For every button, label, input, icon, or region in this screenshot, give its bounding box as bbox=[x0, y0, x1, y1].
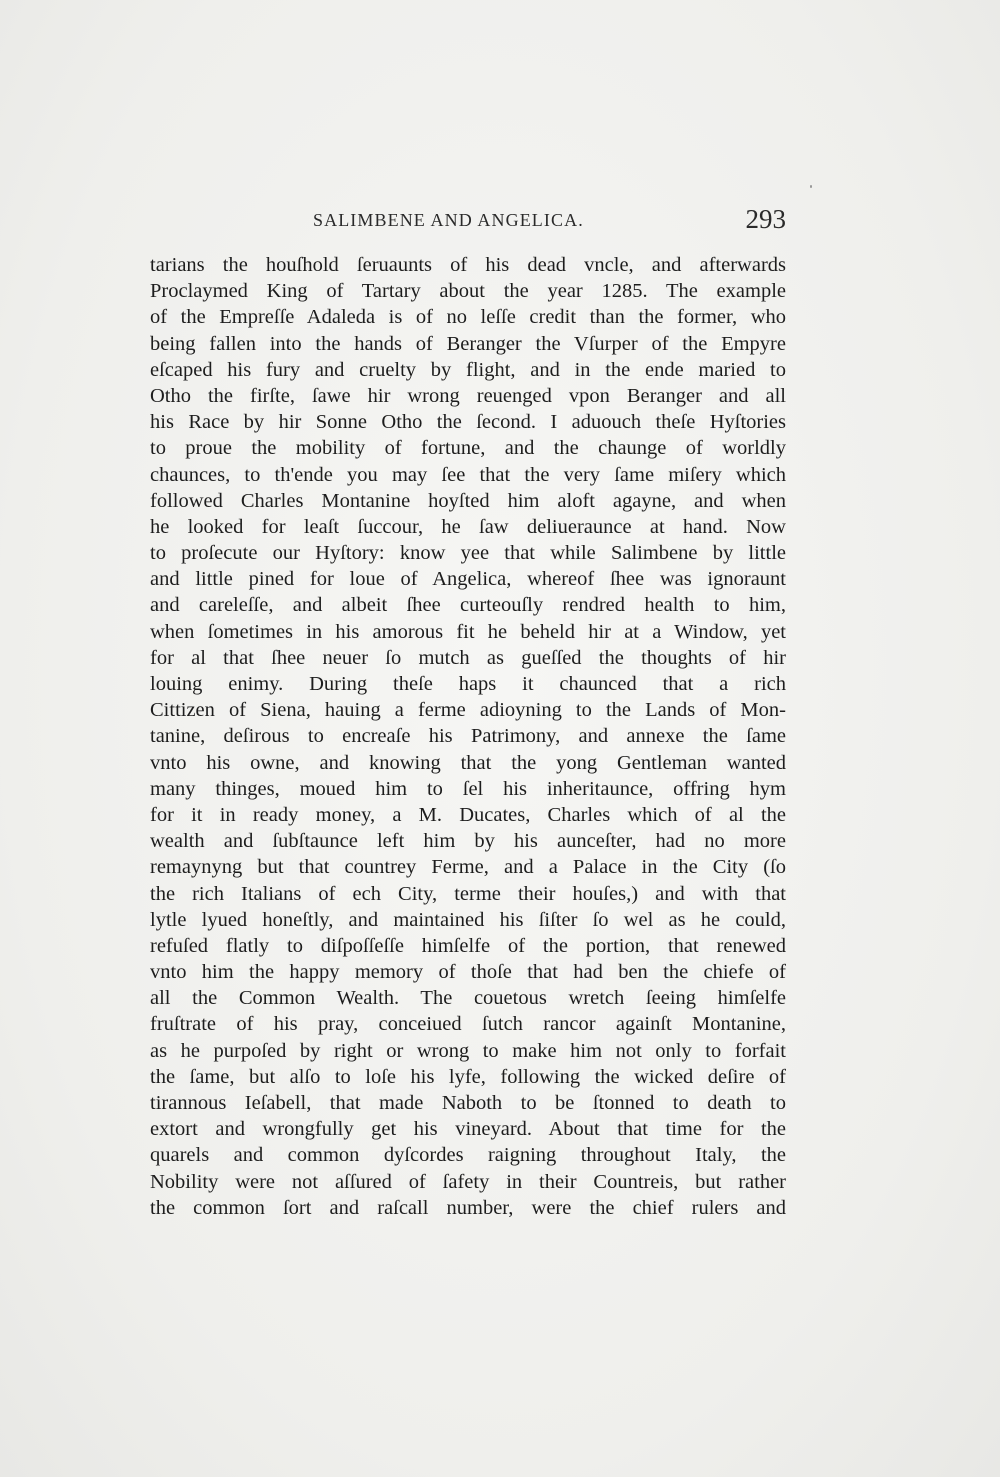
text-line: to proſecute our Hyſtory: know yee that while Salimbene by little bbox=[150, 542, 786, 565]
text-line: chaunces, to th'ende you may ſee that the very ſame miſery which bbox=[150, 463, 786, 486]
text-line: tirannous Ieſabell, that made Naboth to be ſtonned to death to bbox=[150, 1092, 786, 1114]
text-line: louing enimy. During theſe haps it chaunced that a rich bbox=[150, 673, 786, 695]
text-line: as he purpoſed by right or wrong to make him not only to forfait bbox=[150, 1039, 786, 1062]
text-line: tarians the houſhold ſeruaunts of his dead vncle, and afterwards bbox=[150, 254, 786, 276]
text-line: to proue the mobility of fortune, and the chaunge of worldly bbox=[150, 437, 786, 460]
text-line: the rich Italians of ech City, terme their houſes,) and with that bbox=[150, 882, 786, 905]
running-title: SALIMBENE AND ANGELICA. bbox=[313, 210, 584, 230]
text-line: for al that ſhee neuer ſo mutch as gueſſed the thoughts of hir bbox=[150, 646, 786, 669]
body-text bbox=[150, 252, 786, 1221]
text-line: remaynyng but that countrey Ferme, and a Palace in the City (ſo bbox=[150, 856, 786, 879]
text-line: many thinges, moued him to ſel his inheritaunce, offring hym bbox=[150, 777, 786, 800]
text-line: for it in ready money, a M. Ducates, Charles which of al the bbox=[150, 803, 786, 826]
page-number: 293 bbox=[745, 204, 786, 234]
text-line: he looked for leaſt ſuccour, he ſaw deliueraunce at hand. Now bbox=[150, 515, 786, 538]
text-line: Cittizen of Siena, hauing a ferme adioyning to the Lands of Mon- bbox=[150, 699, 786, 722]
text-line: vnto his owne, and knowing that the yong Gentleman wanted bbox=[150, 751, 786, 774]
text-line: lytle lyued honeſtly, and maintained his ſiſter ſo wel as he could, bbox=[150, 908, 786, 931]
text-line: his Race by hir Sonne Otho the ſecond. I aduouch theſe Hyſtories bbox=[150, 411, 786, 434]
text-line: extort and wrongfully get his vineyard. About that time for the bbox=[150, 1118, 786, 1141]
text-line: the common ſort and raſcall number, were the chief rulers and bbox=[150, 1196, 786, 1219]
text-line: fruſtrate of his pray, conceiued ſutch rancor againſt Montanine, bbox=[150, 1013, 786, 1036]
text-line: Otho the firſte, ſawe hir wrong reuenged vpon Beranger and all bbox=[150, 384, 786, 407]
text-line: when ſometimes in his amorous fit he beheld hir at a Window, yet bbox=[150, 620, 786, 643]
text-line: refuſed flatly to diſpoſſeſſe himſelfe of the portion, that renewed bbox=[150, 934, 786, 957]
text-line: and careleſſe, and albeit ſhee curteouſly rendred health to him, bbox=[150, 594, 786, 617]
text-line: followed Charles Montanine hoyſted him aloft agayne, and when bbox=[150, 489, 786, 512]
text-line: vnto him the happy memory of thoſe that had ben the chiefe of bbox=[150, 961, 786, 984]
text-line: wealth and ſubſtaunce left him by his aunceſter, had no more bbox=[150, 830, 786, 853]
text-line: the ſame, but alſo to loſe his lyfe, following the wicked deſire of bbox=[150, 1065, 786, 1088]
text-line: quarels and common dyſcordes raigning throughout Italy, the bbox=[150, 1144, 786, 1167]
text-line: Nobility were not aſſured of ſafety in their Countreis, but rather bbox=[150, 1170, 786, 1193]
text-line: eſcaped his fury and cruelty by flight, and in the ende maried to bbox=[150, 358, 786, 381]
ink-speck bbox=[810, 185, 812, 188]
text-line: Proclaymed King of Tartary about the year 1285. The example bbox=[150, 280, 786, 303]
text-line: of the Empreſſe Adaleda is of no leſſe credit than the former, who bbox=[150, 306, 786, 329]
text-line: all the Common Wealth. The couetous wretch ſeeing himſelfe bbox=[150, 987, 786, 1010]
text-line: tanine, deſirous to encreaſe his Patrimony, and annexe the ſame bbox=[150, 725, 786, 748]
running-head bbox=[148, 204, 786, 244]
text-line: and little pined for loue of Angelica, whereof ſhee was ignoraunt bbox=[150, 568, 786, 591]
text-line: being fallen into the hands of Beranger the Vſurper of the Empyre bbox=[150, 332, 786, 355]
